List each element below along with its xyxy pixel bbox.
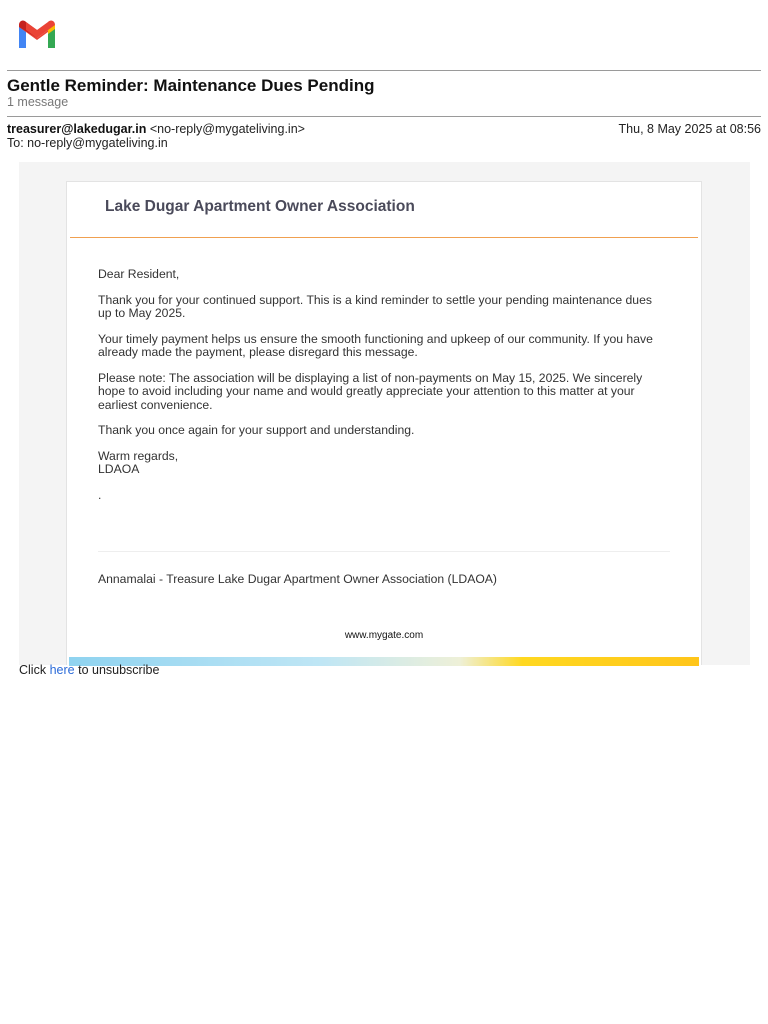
- signoff: LDAOA: [98, 462, 140, 477]
- recipient-line: To: no-reply@mygateliving.in: [7, 136, 168, 150]
- paragraph-3: Please note: The association will be displaying a list of non-payments on May 15, 2025. We sincerely hope to avoid including your name and would greatly appreciate your attention to this matter at your earliest convenience.: [98, 370, 643, 412]
- unsubscribe-line: [19, 663, 159, 677]
- greeting: Dear Resident,: [98, 267, 180, 281]
- header-divider: [7, 116, 761, 117]
- paragraph-1: Thank you for your continued support. This is a kind reminder to settle your pending maintenance dues up to May 2025.: [98, 292, 652, 321]
- signature-divider: [98, 551, 670, 552]
- email-subject: Gentle Reminder: Maintenance Dues Pending: [7, 76, 375, 95]
- website-text: www.mygate.com: [344, 630, 424, 641]
- footer-gradient-bar: [69, 657, 699, 666]
- title-divider: [70, 237, 698, 238]
- email-content: [98, 268, 668, 515]
- gmail-logo-icon: [16, 18, 58, 50]
- footer-signature: Annamalai - Treasure Lake Dugar Apartment Owner Association (LDAOA): [98, 572, 497, 586]
- sender-name: treasurer@lakedugar.in: [7, 122, 147, 136]
- trailing-dot: .: [98, 488, 102, 503]
- top-divider: [7, 70, 761, 71]
- paragraph-4: Thank you once again for your support and understanding.: [98, 423, 415, 438]
- association-title: Lake Dugar Apartment Owner Association: [105, 198, 415, 215]
- message-count: 1 message: [7, 95, 69, 109]
- unsubscribe-suffix: to unsubscribe: [78, 663, 160, 677]
- email-body-background: [19, 162, 750, 665]
- closing: Warm regards,: [98, 449, 179, 464]
- paragraph-2: Your timely payment helps us ensure the smooth functioning and upkeep of our community. If you have already made the payment, please disregard this message.: [98, 331, 653, 360]
- email-card: [66, 181, 702, 665]
- unsubscribe-prefix: Click: [19, 663, 47, 677]
- sent-date: Thu, 8 May 2025 at 08:56: [618, 122, 761, 136]
- unsubscribe-link[interactable]: here: [49, 663, 75, 677]
- sender-address: <no-reply@mygateliving.in>: [149, 122, 305, 136]
- sender-line: [7, 122, 305, 136]
